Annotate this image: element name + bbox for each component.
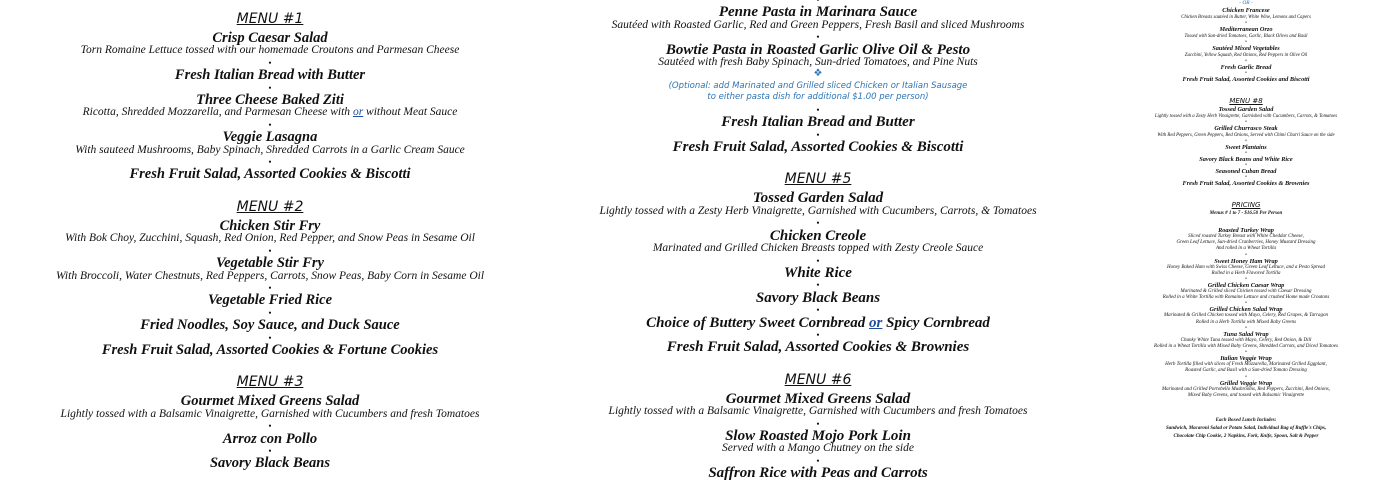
dish-name: Grilled Veggie Wrap [1219,379,1273,387]
dish-description: Sautéed with Roasted Garlic, Red and Green Peppers, Fresh Basil and sliced Mushrooms [611,18,1025,31]
dish-description: Chicken Breasts sautéed in Butter, White Wine, Lemons and Capers [1181,15,1311,20]
dish-description: Torn Romaine Lettuce tossed with our homemade Croutons and Parmesan Cheese [80,44,460,57]
or-divider: - OR - [1239,0,1253,6]
menu-heading [0,196,540,218]
dish-name: Tuna Salad Wrap [1223,330,1269,338]
dish-name: Sweet Honey Ham Wrap [1214,257,1278,265]
dish-name: Veggie Lasagna [222,129,318,146]
dish-name: Savory Black Beans [209,455,331,472]
menu-heading-text: MENU #8 [1229,97,1263,105]
dish-description: Marinated and Grilled Portobello Mushrooms, Red Peppers, Zucchini, Red Onions, [1162,386,1330,392]
dish-description: Sliced roasted Turkey Breast with White Cheddar Cheese, [1188,234,1304,239]
dish-description: Herb Tortilla filled with slices of Fresh Mozzarella, Marinated Grilled Eggplant, [1165,362,1327,368]
dish-description: Lightly tossed with a Balsamic Vinaigrette, Garnished with Cucumbers and fresh Tomatoes [608,405,1028,418]
dish-name: Sautéed Mixed Vegetables [1212,45,1280,52]
menu-heading-text: MENU #3 [236,374,304,391]
dish-name: Grilled Chicken Salad Wrap [1209,306,1283,314]
dish-description: Honey Baked Ham with Swiss Cheese, Green Leaf Lettuce, and a Pesto Spread [1167,264,1325,270]
dish-name: White Rice [784,264,852,281]
dish-name: Fresh Fruit Salad, Assorted Cookies & Biscotti [129,166,411,183]
dish-description: Marinated and Grilled Chicken Breasts topped with Zesty Creole Sauce [652,242,984,255]
pricing-text: Sandwich, Macaroni Salad or Potato Salad, Individual Bag of Ruffle's Chips, [1165,426,1327,432]
menu-heading [0,8,540,30]
menu-column-right [1118,0,1374,441]
dish-name: Tossed Garden Salad [1218,106,1274,113]
pricing-text: Menus # 1 to 7 - $16.50 Per Person [1209,211,1283,216]
text-segment: Choice of Buttery Sweet Cornbread [646,314,870,331]
spacer [1118,399,1374,408]
pricing-text: Each Boxed Lunch Includes: [1215,418,1277,424]
dish-description: And rolled in a Wheat Tortilla [1215,246,1277,252]
dish-description: Rolled in a Wheat Tortilla with Mixed Baby Greens, Shredded Carrots, and Diced Tomatoes [1154,344,1338,350]
menu-heading [1118,96,1374,106]
dish-name: Sweet Plantains [1225,144,1267,151]
spacer [1118,218,1374,227]
menu-heading [0,371,540,393]
dish-name: Fried Noodles, Soy Sauce, and Duck Sauce [140,317,400,334]
dish-description: Lightly tossed with a Zesty Herb Vinaigrette, Garnished with Cucumbers, Carrots, & Tomatoes [1154,114,1338,119]
dish-name: Bowtie Pasta in Roasted Garlic Olive Oil & Pesto [665,41,971,58]
dish-name: Chicken Francese [1222,7,1270,14]
pricing-text: Chocolate Chip Cookie, 2 Napkins, Fork, Knife, Spoon, Salt & Pepper [1173,434,1319,440]
dish-description: Served with a Mango Chutney on the side [722,442,914,455]
dish-name: Fresh Fruit Salad, Assorted Cookies & Biscotti [672,139,964,156]
dish-name: Chicken Creole [769,227,867,244]
dish-description: Rolled in a Herb Tortilla with Mixed Baby Greens [1195,319,1297,325]
dish-name: Roasted Turkey Wrap [1218,227,1274,234]
dish-name: Saffron Rice with Peas and Carrots [708,465,928,482]
text-segment: Spicy Cornbread [882,314,990,331]
dish-description [0,106,540,118]
optional-note: to either pasta dish for additional $1.00 per person) [707,92,929,103]
dish-name: Fresh Italian Bread with Butter [174,67,366,84]
dish-name: Gourmet Mixed Greens Salad [725,390,911,407]
menu-heading-text: MENU #2 [236,198,304,215]
dish-name: Fresh Fruit Salad, Assorted Cookies & Brownies [666,339,970,356]
dish-name: Penne Pasta in Marinara Sauce [718,4,918,21]
dish-name: Fresh Fruit Salad, Assorted Cookies and Biscotti [1182,76,1310,83]
dish-description: Sautéed with fresh Baby Spinach, Sun-dried Tomatoes, and Pine Nuts [658,56,978,69]
dish-name: Arroz con Pollo [222,430,318,447]
dish-description: Roasted Garlic, and Basil with a Sun-dried Tomato Dressing [1185,368,1307,374]
dish-name: Crisp Caesar Salad [212,30,328,46]
dish-description: Zucchini, Yellow Squash, Red Onions, Red Peppers in Olive Oil [1184,53,1308,58]
dish-description: With Red Peppers, Green Peppers, Red Onions, Served with Chimi Churri Sauce on the side [1157,133,1335,138]
dish-description: With Bok Choy, Zucchini, Squash, Red Onion, Red Pepper, and Snow Peas in Sesame Oil [65,232,475,245]
text-segment: Ricotta, Shredded Mozzarella, and Parmesan Cheese with [82,106,353,119]
menu-column-middle [548,0,1088,480]
menu-heading [1118,200,1374,210]
dish-description: With Broccoli, Water Chestnuts, Red Peppers, Carrots, Snow Peas, Baby Corn in Sesame Oil [55,269,485,282]
dish-name: Savory Black Beans [755,289,881,306]
dish-description: Lightly tossed with a Balsamic Vinaigrette, Garnished with Cucumbers and fresh Tomatoes [60,407,480,420]
menu-heading [548,369,1088,391]
dish-description: Tossed with Sun-dried Tomatoes, Garlic, Black Olives and Basil [1184,34,1308,39]
dish-description: Marinated & Grilled Chicken tossed with Mayo, Celery, Red Grapes, & Tarragon [1164,313,1328,319]
diamond-icon: ❖ [813,68,823,80]
dish-name: Tossed Garden Salad [752,190,884,207]
dish-name: Grilled Churrasco Steak [1214,125,1278,132]
dish-name: Vegetable Fried Rice [207,292,333,309]
dish-name: Grilled Chicken Caesar Wrap [1207,282,1285,290]
dish-name: Fresh Garlic Bread [1220,64,1272,71]
dish-description: Mixed Baby Greens, and tossed with Balsamic Vinaigrette [1187,392,1305,398]
spacer [1118,408,1374,417]
menu-heading-text: MENU #6 [784,371,852,388]
dish-name [548,314,1088,331]
menu-column-left [0,8,540,470]
dish-name: Vegetable Stir Fry [216,255,324,272]
emphasis-or: or [352,106,364,119]
dish-name: Fresh Italian Bread and Butter [721,114,915,131]
dish-description: Chunky White Tuna tossed with Mayo, Celery, Red Onion, & Dill [1180,337,1312,343]
menu-heading-text: MENU #5 [784,171,852,188]
dish-name: Mediterranean Orzo [1219,26,1273,33]
dish-description: Lightly tossed with a Zesty Herb Vinaigrette, Garnished with Cucumbers, Carrots, & Tomatoes [599,204,1037,217]
dish-name: Fresh Fruit Salad, Assorted Cookies & Fortune Cookies [101,341,439,358]
dish-description: Marinated & Grilled sliced Chicken tossed with Caesar Dressing [1180,289,1312,295]
dish-name: Gourmet Mixed Greens Salad [180,393,360,410]
text-segment: without Meat Sauce [363,106,458,119]
menu-heading-text: MENU #1 [236,11,304,27]
dish-description: Rolled in a Herb Flavored Tortilla [1211,270,1281,276]
optional-note: (Optional: add Marinated and Grilled sliced Chicken or Italian Sausage [668,80,968,91]
dish-description: Green Leaf Lettuce, Sun-dried Cranberries, Honey Mustard Dressing [1176,240,1316,246]
dish-name: Slow Roasted Mojo Pork Loin [725,427,911,444]
dish-name: Three Cheese Baked Ziti [196,92,344,109]
dish-name: Italian Veggie Wrap [1220,355,1272,363]
dish-name: Savory Black Beans and White Rice [1199,156,1293,163]
dish-description: Rolled in a White Tortilla with Romaine Lettuce and crushed Home made Croutons [1162,295,1330,301]
dish-name: Fresh Fruit Salad, Assorted Cookies & Brownies [1182,180,1310,187]
dish-name: Seasoned Cuban Bread [1215,168,1277,175]
emphasis-or: or [869,314,883,331]
dish-name: Chicken Stir Fry [219,217,321,234]
dish-description: With sauteed Mushrooms, Baby Spinach, Shredded Carrots in a Garlic Cream Sauce [75,143,465,156]
menu-heading-text: PRICING [1231,201,1261,209]
menu-heading [548,168,1088,190]
